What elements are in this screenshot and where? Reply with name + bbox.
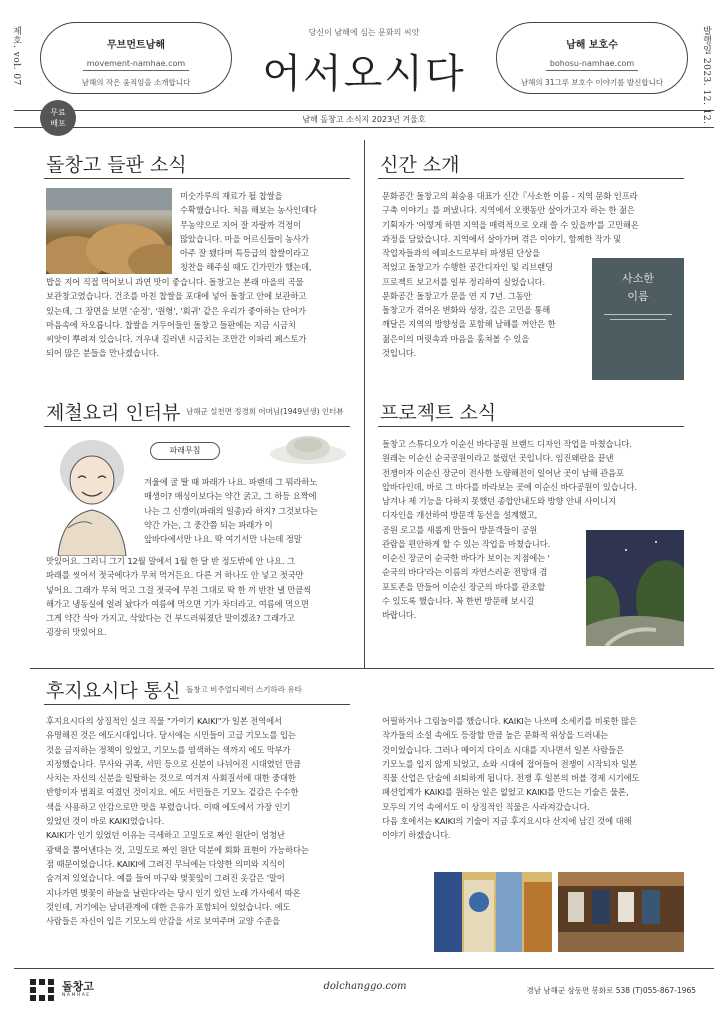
text-line: 지나가면 벚꽃이 하늘을 날린다'라는 당시 인기 있던 노래 가사에서 따온 [46,887,301,898]
text-line: 모두의 기억 속에서도 이 상징적인 직물은 사라져갔습니다. [382,801,590,812]
text-line: 아주 잘 됐다며 특등급의 찹쌀이라고 [180,248,309,259]
text-line: 문화공간 돌창고의 최승용 대표가 신간『사소한 이름 - 지역 문화 인프라 [382,191,638,201]
news-body-wrap [180,189,352,275]
text-line: 맛있어요. 그러니 그기 12월 말에서 1월 한 달 반 정도밖에 안 나요. 그 [46,556,295,566]
text-line: 것이었습니다. 그러나 메이지 다이쇼 시대를 지나면서 일본 사람들은 [382,744,624,755]
text-line: 패션업계가 KAIKI를 원하는 일은 없었고 KAIKI를 만드는 기술은 물론, [382,787,629,798]
text-line: 어필하거나 그림놀이를 했습니다. KAIKI는 나쓰메 소세키를 비롯한 많은 [382,716,637,726]
section-title-project: 프로젝트 소식 [380,402,497,424]
badge-text-2: 배포 [50,119,66,128]
text-line: 칭찬을 해주실 때도 긴가민가 했는데, [180,262,312,273]
text-line: 전쟁이자 이순신 장군이 전사한 노량해전이 일어난 곳이 남해 관음포 [382,467,624,478]
text-line: 직물 산업은 단숨에 쇠퇴하게 됩니다. 전쟁 후 일본의 버블 경제 시기에도 [382,773,640,784]
text-line: 있었던 것이 바로 KAIKI였습니다. [46,816,165,827]
issue-date: 발행일 2023. 12. 12. [701,26,711,125]
section-title-news: 돌창고 들판 소식 [46,154,187,176]
text-line: 이순신 장군이 순국한 바다가 보이는 지점에는 ' [382,553,550,564]
text-line: 것인데, 거기에는 남녀관계에 대한 은유가 포함되어 있었습니다. 에도 [46,901,291,912]
column-divider [364,140,365,668]
text-line: 관람을 편안하게 할 수 있는 작업을 마쳤습니다. [382,538,551,549]
text-line: 지정했습니다. 무사와 귀족, 서민 등으로 신분이 나뉘어진 시대였던 만큼 [46,758,301,769]
text-line: 사람들은 자신이 입은 기모노의 안감을 서로 보여주며 교양 수준을 [46,916,281,927]
portrait-art [48,432,136,556]
org-name: 무브먼트남해 [107,40,165,51]
text-line: 파래를 씻어서 젓국에다가 무쳐 먹거든요. 다른 거 하나도 안 넣고 젓국만 [46,570,304,581]
text-line: 겨울에 굴 딸 때 파래가 나요. 파랜데 그 뭐라하노 [144,477,318,487]
badge-text-1: 무료 [50,108,66,117]
logo-sub: NAMHAE [62,993,91,998]
text-line: 돌창고가 겪어온 변화와 성장, 깊은 고민을 통해 [382,305,551,316]
text-line: 앞바다인데, 바로 그 바다를 바라보는 곳에 이순신 바다공원이 있습니다. [382,481,637,492]
text-line: 미숫가루의 재료가 될 찹쌀을 [180,191,283,201]
text-line: 많았습니다. 마을 어르신들이 농사가 [180,233,309,244]
text-line: 구축 이야기』를 펴냈니다. 지역에서 오랫동안 살아가고자 하는 한 젊은 [382,205,635,216]
text-line: 것을 금지하는 정책이 있었고, 기모노를 염색하는 색까지 에도 막부가 [46,744,291,755]
text-line: 매생이? 매싱이보다는 약간 굵고, 그 하등 요짝에 [144,491,317,502]
text-line: 씨앗이 뿌려져 있습니다. 겨우내 길러낸 시금치는 조만간 이파리 페스토가 [46,334,307,345]
issue-subtitle: 남해 돌창고 소식지 2023년 겨울호 [302,115,426,124]
text-line: 무농약으로 지어 잘 자랄까 걱정이 [180,219,301,230]
book-body-full [382,189,688,246]
org-oval-bohosu[interactable] [496,22,688,94]
text-line: 광택을 뿜어낸다는 것, 고밀도로 짜인 원단 덕분에 회화 표현이 가능하다는 [46,844,309,855]
text-line: 점 때문이었습니다. KAIKI에 그려진 무늬에는 다양한 의미와 지식이 [46,858,285,869]
free-badge [40,100,76,136]
park-photo-art [586,530,684,646]
section-title-letter: 후지요시다 통신 [46,680,181,702]
text-line: 돌창고 스튜디오가 이순신 바다공원 브랜드 디자인 작업을 마쳤습니다. [382,439,632,449]
org-oval-movement[interactable] [40,22,232,94]
section-title-book: 신간 소개 [380,154,460,176]
section-rule [378,178,684,179]
kimono-fabric-art [434,872,552,952]
text-line: 남겨나 제 기능을 다하지 못했던 종합안내도와 방향 안내 사이니지 [382,496,617,506]
issue-number: 제호. vol. 07 [11,26,21,86]
text-line: 문화공간 돌창고가 문을 연 지 7년. 그동안 [382,290,532,301]
org-desc: 남해의 작은 움직임을 소개합니다 [81,78,191,87]
letter-col-right [382,714,692,843]
seaweed-dish-art [266,430,350,468]
letter-col-left [46,714,356,928]
kimono-store-photo [558,872,684,952]
text-line: 적었고 돌창고가 수행한 공간디자인 및 리브랜딩 [382,262,553,273]
text-line: 숨겨져 있었습니다. 예를 들어 마구와 벚꽃잎이 그려진 옷감은 '말이 [46,873,285,884]
grain-photo [46,188,172,274]
letter-subtitle: 돌창고 비주얼디렉터 스기하라 유타 [186,685,302,694]
footer-website-link[interactable]: dolchanggo.com [323,981,407,992]
book-cover-rule [604,314,672,315]
book-body-wrap [382,246,587,360]
grain-photo-art [46,188,172,274]
dish-pill: 파래무침 [150,442,220,460]
book-cover-title: 사소한 [622,272,654,285]
text-line: 나는 그 신갱이(파래의 일종)라 하지? 그것보다는 [144,505,318,516]
text-line: KAIKI가 인기 있었던 이유는 극세하고 고밀도로 짜인 원단이 엄청난 [46,830,285,841]
text-line: 포토존을 만들어 이순신 장군의 바다를 관조할 [382,581,546,592]
text-line: 약간 가는, 그 중간쯤 되는 파래가 이 [144,519,273,530]
section-rule [44,426,350,427]
footer-logo[interactable] [30,978,120,1002]
text-line: 수 있도록 했습니다. 꼭 한번 방문해 보시길 [382,596,535,607]
footer-rule [14,968,714,969]
text-line: 색을 사용하고 안감으로만 멋을 부렸습니다. 이때 에도에서 가장 인기 [46,801,291,812]
section-rule [44,178,350,179]
org-desc: 남해의 31그루 보호수 이야기를 발신합니다 [520,78,664,87]
section-title-interview: 제철요리 인터뷰 [46,402,181,424]
book-cover-rule [610,319,666,320]
text-line: 해가고 냉동실에 얼려 놨다가 여름에 먹으면 기가 차더라고. 여름에 먹으면 [46,598,309,609]
tagline: 당신이 남해에 심는 문화의 씨앗 [308,28,420,37]
text-line: 바랍니다. [382,610,417,621]
text-line: 과정을 담았습니다. 지역에서 살아가며 겪은 이야기, 함께한 작가 및 [382,233,622,244]
seaweed-dish [266,430,350,468]
header-rule-bottom [14,127,714,128]
news-body-full [46,275,352,361]
section-rule [44,704,350,705]
book-cover [592,258,684,380]
text-line: 작업자들과의 에피소드로부터 파생된 단상을 [382,248,540,258]
text-line: 앞바다에서만 나요. 딱 여기서만 나는데 정말 [144,534,302,545]
org-url[interactable]: bohosu-namhae.com [546,59,638,71]
text-line: 수확했습니다. 처음 해보는 농사인데다 [180,205,317,216]
text-line: 기획자가 '어떻게 하면 지역을 매력적으로 오래 쓸 수 있을까'를 고민해온 [382,219,639,230]
org-name: 남해 보호수 [566,40,618,51]
kimono-fabric-photo [434,872,552,952]
org-url[interactable]: movement-namhae.com [83,59,189,71]
text-line: 이야기 하겠습니다. [382,830,451,841]
portrait-illustration [48,432,136,556]
text-line: 젊은이의 머릿속과 마음을 훔쳐볼 수 있을 [382,333,530,344]
section-rule-top [30,668,714,669]
text-line: 다음 호에서는 KAIKI의 기술이 지금 후지요시다 산지에 남긴 것에 대해 [382,816,632,827]
text-line: 작가들의 소설 속에도 등장할 만큼 높은 문화적 위상을 드러내는 [382,730,609,741]
text-line: 그게 약간 삭아 가지고, 삭았다는 건 부드러워졌단 말이겠죠? 그래가고 [46,613,295,624]
text-line: 기모노를 입지 않게 되었고, 쇼와 시대에 접어들어 전쟁이 시작되자 일본 [382,758,637,769]
text-line: 프로젝트 보고서를 일부 정리하여 실었습니다. [382,276,546,287]
section-rule [378,426,684,427]
text-line: 마음속에 차오릅니다. 찹쌀을 거두어들인 돌창고 들판에는 지금 시금치 [46,319,296,330]
text-line: 넣어요. 그래가 무쳐 먹고 그걸 젓국에 무친 그대로 딱 한 끼 반찬 낼 만큼씩 [46,584,312,595]
book-cover-title-2: 이름 [627,290,649,303]
project-body-wrap [382,494,617,623]
project-body-full [382,437,688,494]
text-line: 있는데, 그 장면을 보면 '순정', '원형', '회귀' 같은 우리가 좋아하는 단어가 [46,305,306,316]
text-line: 원래는 이순신 순국공원이라고 불렀던 곳입니다. 임진왜란을 끝낸 [382,453,614,464]
text-line: 유명해진 것은 에도시대입니다. 당시에는 시민들이 고급 기모노를 입는 [46,730,296,741]
text-line: 순국의 바다'라는 이름의 자연스러운 전망대 겸 [382,567,548,578]
interview-subtitle: 남해군 설천면 정경희 어머님(1949년생) 인터뷰 [186,407,344,416]
text-line: 깨달은 지역의 방향성을 포함해 남해를 꺼안은 한 [382,319,556,330]
text-line: 반항이자 범죄로 여겼던 것이지요. 에도 서민들은 기모노 겉감은 수수한 [46,787,299,798]
text-line: 보관창고였습니다. 건조를 마친 찹쌀을 포대에 넣어 돌창고 안에 보관하고 [46,291,307,302]
interview-body-wrap [144,475,354,546]
text-line: 후지요시다의 상징적인 실크 직물 "가이기 KAIKI"가 일본 전역에서 [46,716,282,726]
park-photo [586,530,684,646]
masthead-title: 어서오시다 [262,51,466,97]
text-line: 사치는 자신의 신분을 일탈하는 것으로 여겨져 사회질서에 대한 중대한 [46,773,296,784]
text-line: 되어 많은 분들을 만나겠습니다. [46,348,160,359]
footer-address: 경남 남해군 삼동면 봉화로 538 (T)055-867-1965 [526,986,696,995]
text-line: 것입니다. [382,348,417,359]
text-line: 공원 로고를 새롭게 만들어 방문객들이 공원 [382,524,538,535]
logo-name: 돌창고 [62,980,94,993]
logo-icon [30,979,56,1001]
text-line: 굉장히 맛있어요. [46,627,107,638]
header-rule-top [14,110,714,111]
interview-body-full [46,554,352,640]
kimono-store-art [558,872,684,952]
text-line: 밥을 지어 직접 먹어보니 과연 맛이 좋습니다. 돌창고는 본래 마을의 곡물 [46,277,304,287]
text-line: 디자인을 개선하여 방문객 동선을 설계했고, [382,510,538,521]
